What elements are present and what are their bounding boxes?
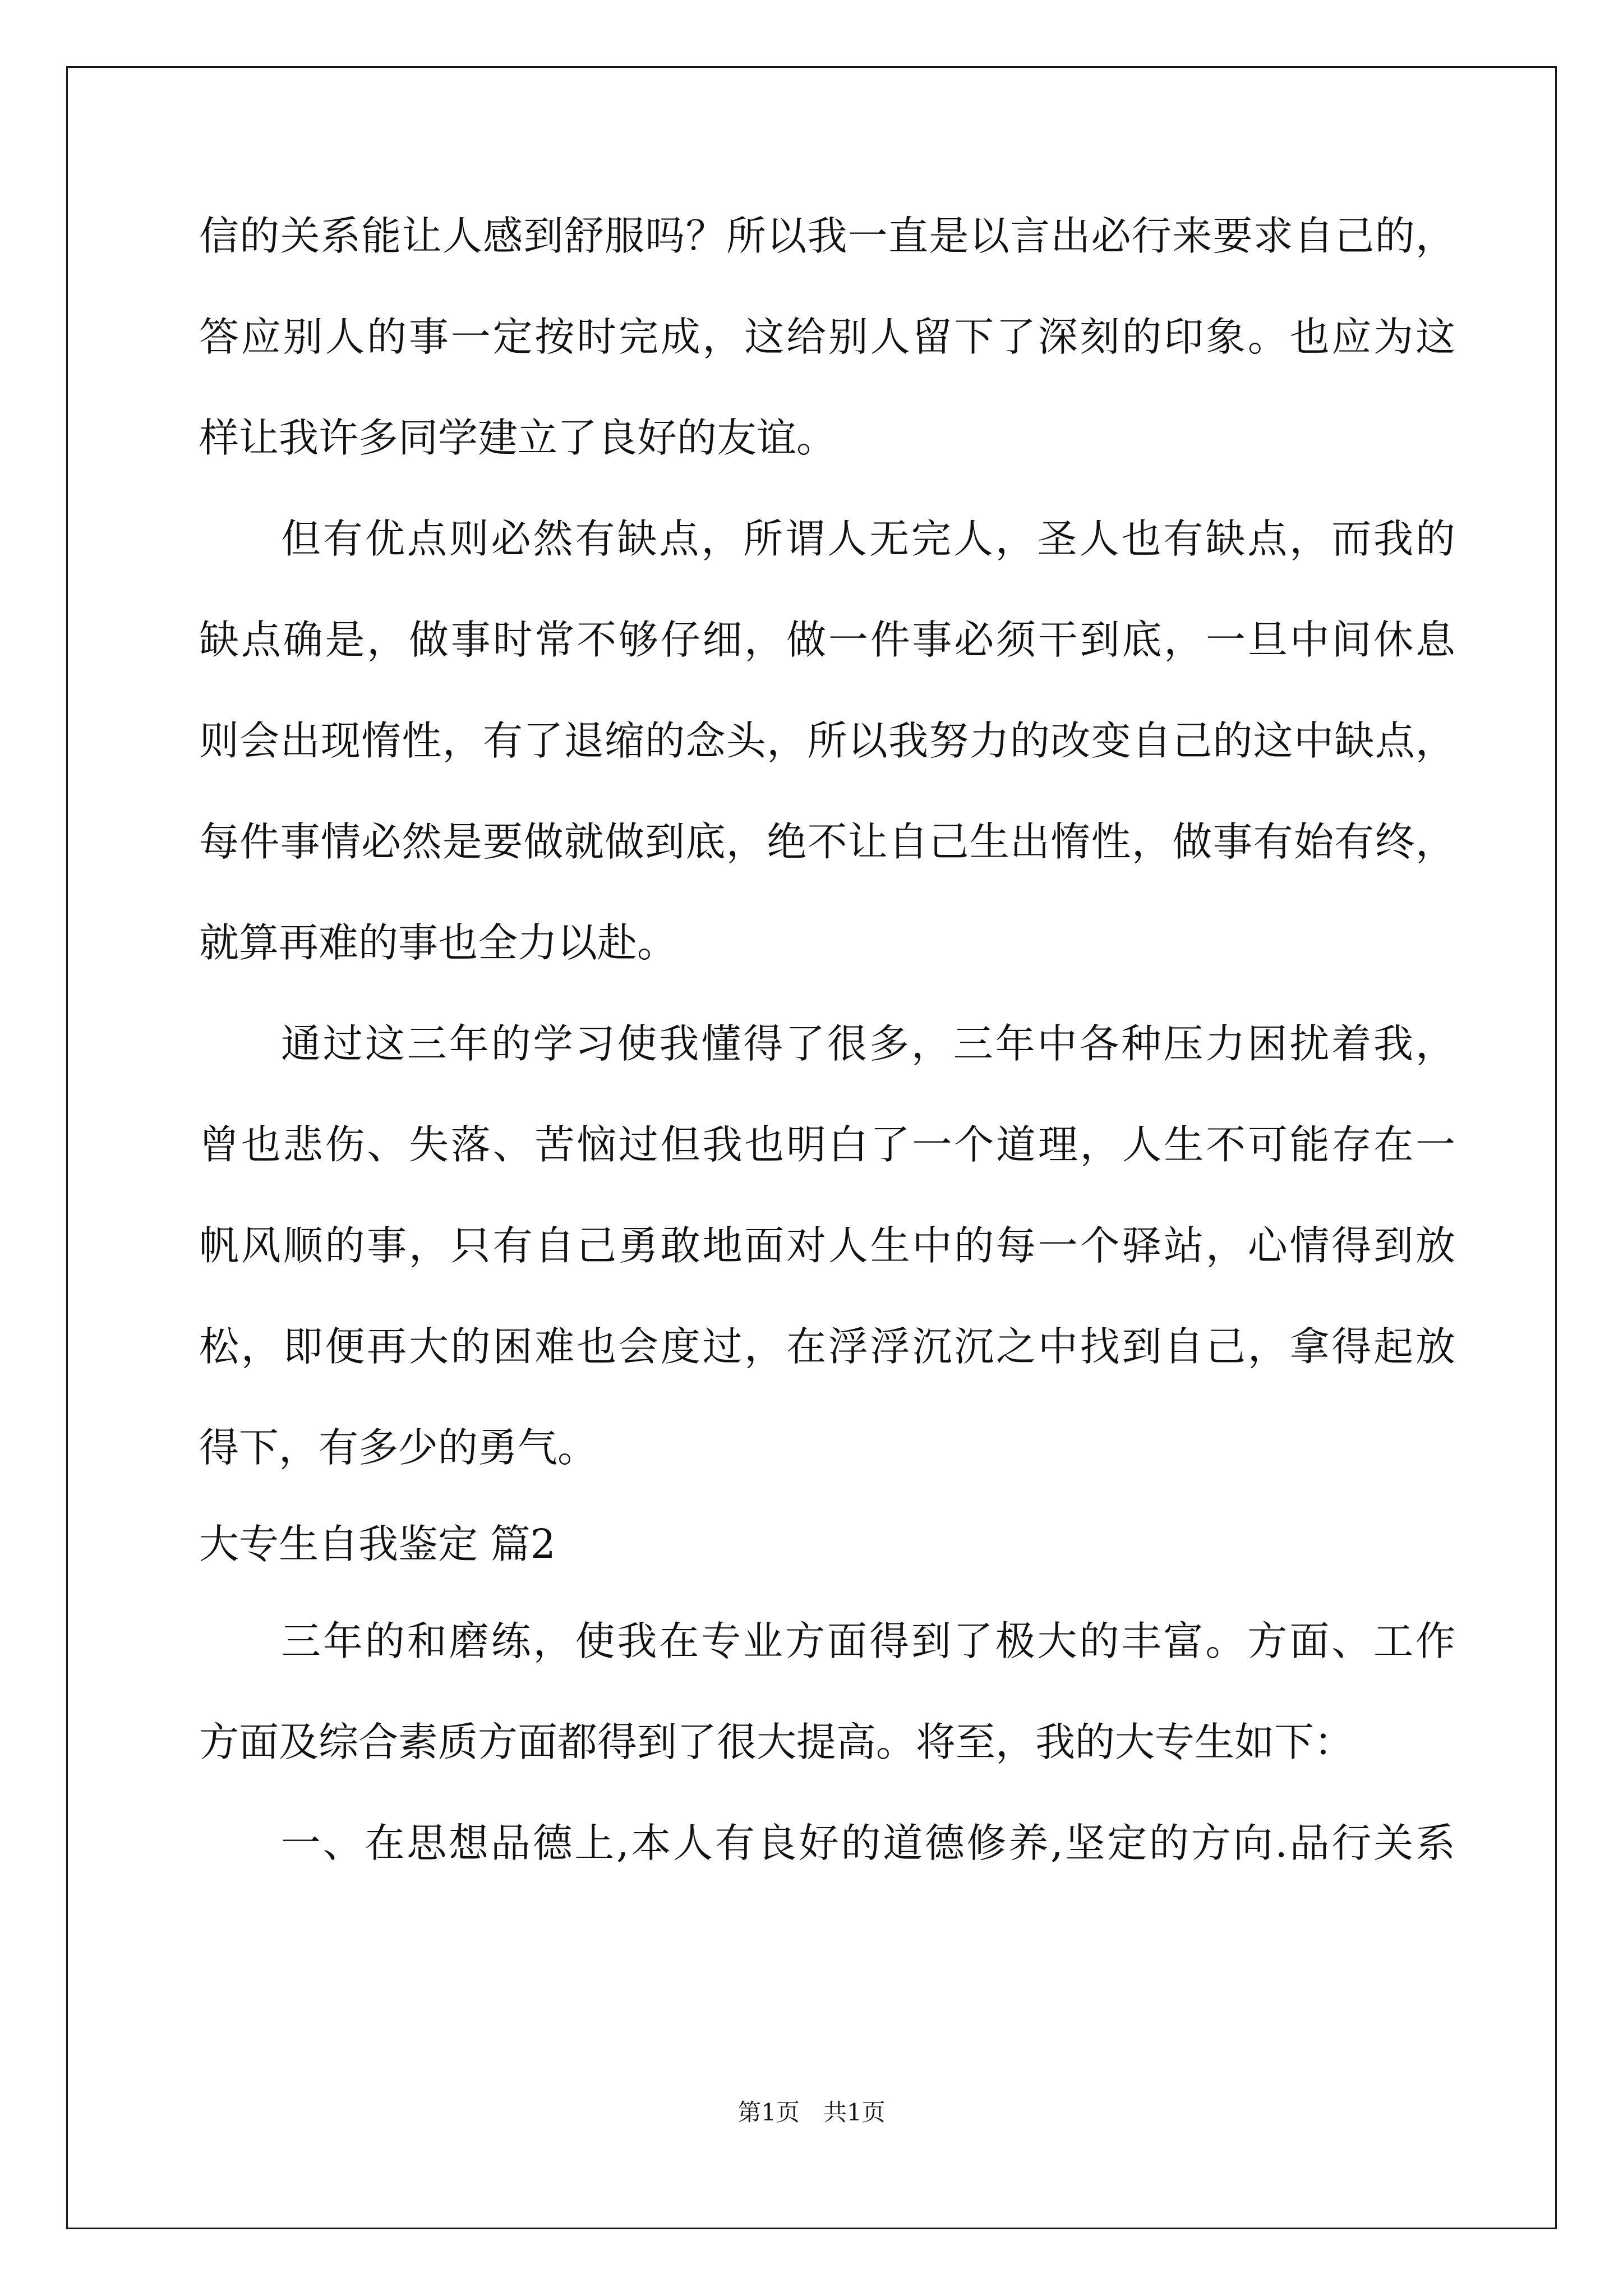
text-line: 答应别人的事一定按时完成，这给别人留下了深刻的印象。也应为这 [199,314,1455,360]
text-line: 信的关系能让人感到舒服吗？所以我一直是以言出必行来要求自己的， [199,213,1455,259]
text-line: 帆风顺的事，只有自己勇敢地面对人生中的每一个驿站，心情得到放 [199,1222,1455,1269]
text-line: 方面及综合素质方面都得到了很大提高。将至，我的大专生如下： [199,1719,1354,1765]
text-line: 松，即便再大的困难也会度过，在浮浮沉沉之中找到自己，拿得起放 [199,1323,1455,1370]
text-line: 每件事情必然是要做就做到底，绝不让自己生出惰性，做事有始有终， [199,818,1455,865]
section-heading: 大专生自我鉴定 篇2 [199,1521,556,1567]
paragraph-first-line: 但有优点则必然有缺点，所谓人无完人，圣人也有缺点，而我的 [281,516,1455,562]
text-line: 曾也悲伤、失落、苦恼过但我也明白了一个道理，人生不可能存在一 [199,1121,1455,1168]
text-line: 则会出现惰性，有了退缩的念头，所以我努力的改变自己的这中缺点， [199,717,1455,764]
text-line: 得下，有多少的勇气。 [199,1424,598,1471]
page-footer: 第1页 共1页 [737,2099,886,2126]
paragraph-first-line: 通过这三年的学习使我懂得了很多，三年中各种压力困扰着我， [281,1020,1455,1067]
text-line: 样让我许多同学建立了良好的友谊。 [199,415,837,461]
text-line: 就算再难的事也全力以赴。 [199,919,677,966]
text-line: 缺点确是，做事时常不够仔细，做一件事必须干到底，一旦中间休息 [199,616,1455,663]
paragraph-first-line: 三年的和磨练，使我在专业方面得到了极大的丰富。方面、工作 [281,1618,1455,1664]
paragraph-first-line: 一、在思想品德上,本人有良好的道德修养,坚定的方向.品行关系 [281,1820,1455,1866]
